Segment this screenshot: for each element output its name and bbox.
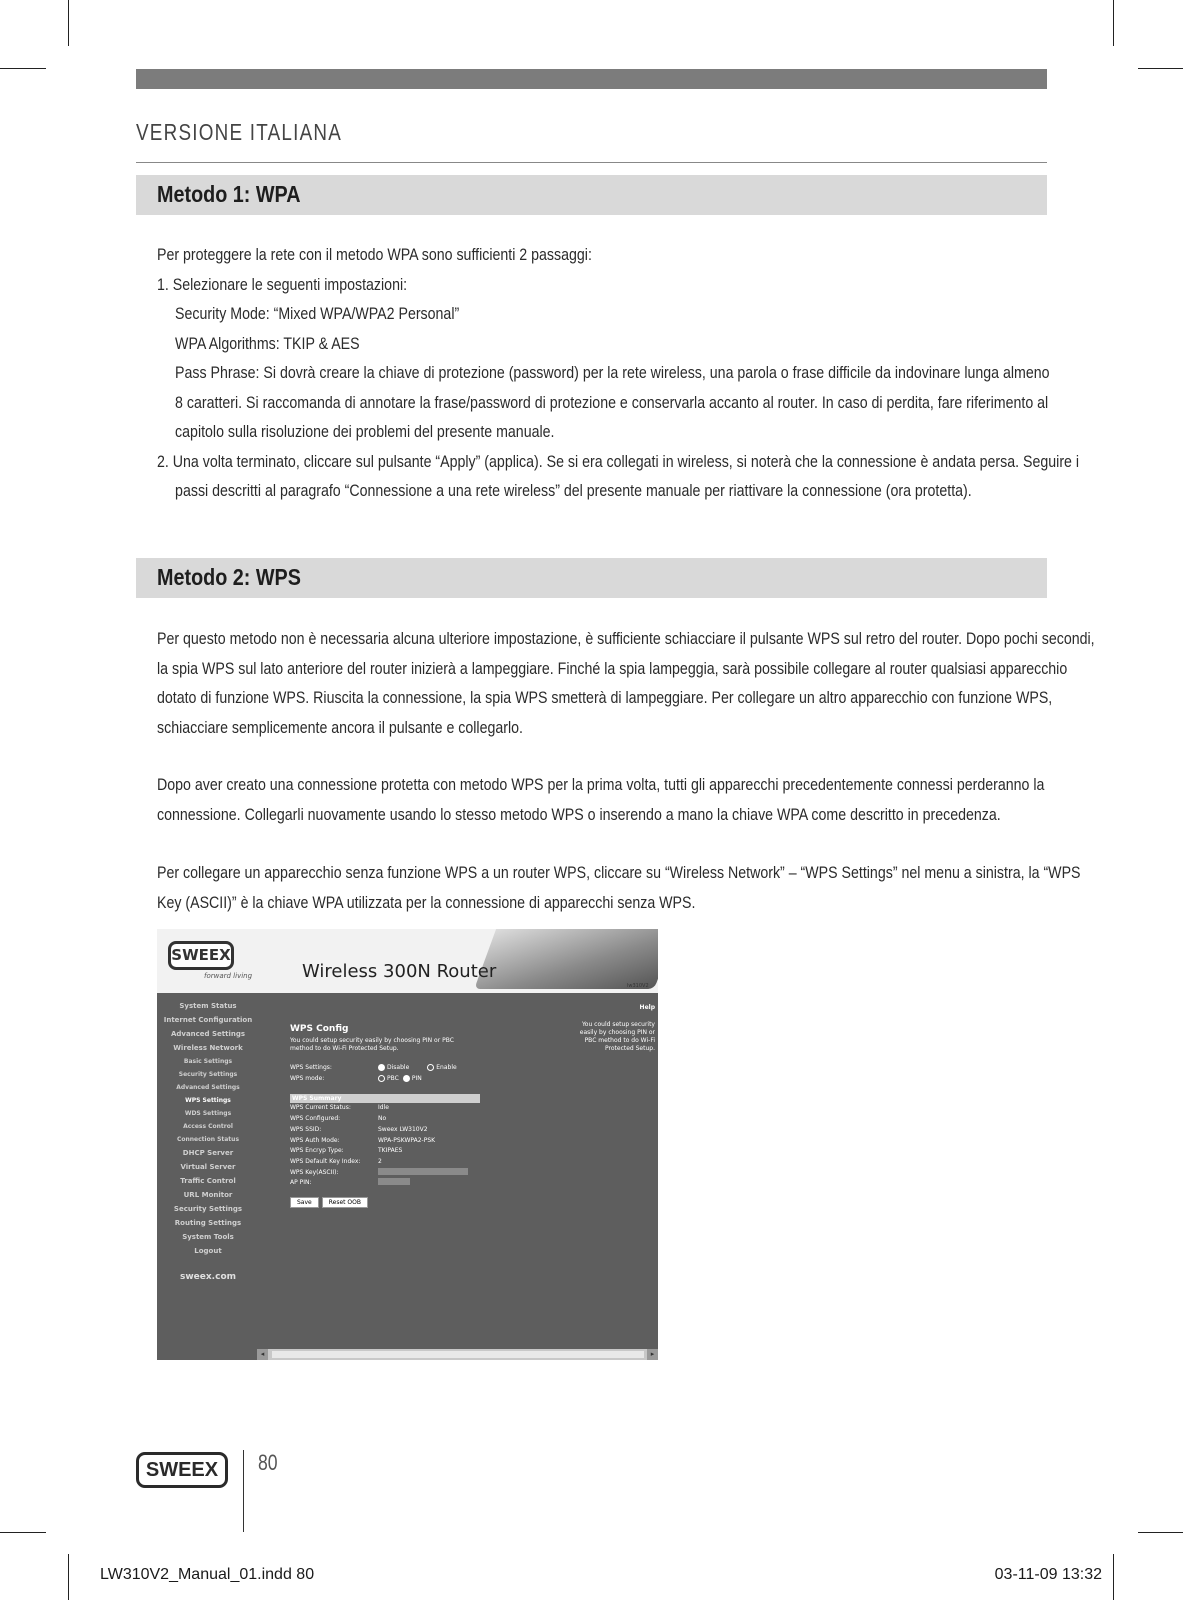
config-title: WPS Config	[290, 1024, 349, 1034]
text-line: Security Mode: “Mixed WPA/WPA2 Personal”	[175, 305, 460, 323]
summary-row	[290, 1146, 560, 1157]
summary-key: WPS SSID:	[290, 1125, 322, 1133]
crop-mark	[1113, 1554, 1114, 1600]
summary-key: WPS Encryp Type:	[290, 1147, 344, 1155]
summary-key: WPS Auth Mode:	[290, 1136, 340, 1144]
radio-disable[interactable]	[378, 1063, 409, 1074]
summary-row	[290, 1136, 560, 1147]
config-desc: You could setup security easily by choosing PIN or PBC method to do Wi-Fi Protected Setup.	[290, 1037, 454, 1052]
text-line: Per questo metodo non è necessaria alcuna ulteriore impostazione, è sufficiente schiacciare il pulsante WPS sul retro del router. Dopo pochi secondi,	[157, 630, 1095, 648]
summary-row	[290, 1125, 560, 1136]
text-line: capitolo sulla risoluzione dei problemi del presente manuale.	[175, 423, 555, 441]
nav-item[interactable]: Connection Status	[176, 1136, 240, 1143]
summary-value: Idle	[378, 1104, 389, 1112]
wps-config-panel	[290, 1024, 560, 1208]
help-text: You could setup security easily by choosing PIN or PBC method to do Wi-Fi Protected Setup.	[579, 1021, 655, 1052]
text-line: connessione. Collegarli nuovamente usando lo stesso metodo WPS o inserendo a mano la chiave WPA come descritto in precedenza.	[157, 805, 1001, 824]
print-datetime: 03-11-09 13:32	[994, 1566, 1102, 1583]
summary-table	[290, 1103, 560, 1167]
wps-key-label: WPS Key(ASCII):	[290, 1168, 339, 1176]
nav-item[interactable]: Basic Settings	[183, 1058, 233, 1065]
nav-item[interactable]: Security Settings	[173, 1205, 243, 1213]
text-line: Pass Phrase: Si dovrà creare la chiave di protezione (password) per la rete wireless, una parola o frase difficile da indovinare lunga almeno	[175, 364, 1050, 382]
crop-mark	[1138, 1532, 1183, 1533]
nav-item[interactable]: Routing Settings	[174, 1219, 242, 1227]
router-screenshot	[157, 929, 658, 1360]
text-line: dotato di funzione WPS. Riuscita la connessione, la spia WPS smetterà di lampeggiare. Per collegare un altro apparecchio con funzione WPS,	[157, 689, 1053, 707]
nav-item[interactable]: Internet Configuration	[163, 1016, 253, 1024]
tagline: forward living	[204, 972, 253, 980]
reset-oob-button[interactable]: Reset OOB	[322, 1197, 368, 1208]
summary-value: Sweex LW310V2	[378, 1125, 428, 1133]
help-panel	[567, 1004, 655, 1053]
scroll-left-icon[interactable]: ◂	[257, 1349, 268, 1360]
sweex-logo: SWEEX	[168, 941, 234, 970]
file-slug: LW310V2_Manual_01.indd 80	[100, 1566, 315, 1583]
radio-label: PBC	[387, 1074, 399, 1082]
nav-item[interactable]: Advanced Settings	[170, 1030, 246, 1038]
crop-mark	[1113, 0, 1114, 46]
text-line: 2. Una volta terminato, cliccare sul pulsante “Apply” (applica). Se si era collegati in wireless, si noterà che la connessione è andata persa. Seguire i	[157, 452, 1080, 471]
text-line: Dopo aver creato una connessione protetta con metodo WPS per la prima volta, tutti gli apparecchi precedentemente connessi perderanno la	[157, 776, 1045, 794]
crop-mark	[68, 0, 69, 46]
summary-key: WPS Configured:	[290, 1115, 341, 1123]
text-line: passi descritti al paragrafo “Connessione a una rete wireless” del presente manuale per riattivare la connessione (ora protetta).	[175, 482, 972, 500]
text-line: Key (ASCII)” è la chiave WPA utilizzata per la connessione di apparecchi senza WPS.	[157, 893, 696, 912]
summary-value: No	[378, 1115, 387, 1123]
section-wps-para3	[157, 859, 1081, 918]
site-link[interactable]: sweex.com	[180, 1272, 236, 1282]
help-title: Help	[639, 1004, 655, 1011]
summary-row	[290, 1114, 560, 1125]
nav-item[interactable]: System Tools	[182, 1233, 234, 1241]
nav-item[interactable]: Advanced Settings	[176, 1084, 240, 1091]
section-wpa-body	[157, 241, 1079, 507]
nav-item[interactable]: WDS Settings	[184, 1110, 232, 1117]
text-line: WPA Algorithms: TKIP & AES	[175, 334, 360, 353]
radio-label: Disable	[387, 1064, 410, 1071]
header-rule	[136, 162, 1047, 163]
radio-dot	[378, 1064, 385, 1071]
summary-title: WPS Summary	[290, 1094, 480, 1103]
language-heading: VERSIONE ITALIANA	[136, 119, 343, 145]
radio-label: Enable	[436, 1064, 457, 1071]
footer-separator	[243, 1450, 244, 1532]
text-line: 1. Selezionare le seguenti impostazioni:	[157, 275, 408, 294]
scrollbar-thumb[interactable]	[272, 1351, 644, 1358]
radio-pbc[interactable]	[378, 1074, 399, 1085]
nav-item[interactable]: DHCP Server	[182, 1149, 234, 1157]
crop-mark	[1138, 68, 1183, 69]
summary-value: 2	[378, 1157, 382, 1165]
radio-pin[interactable]	[403, 1074, 422, 1085]
crop-mark	[68, 1554, 69, 1600]
crop-mark	[0, 1532, 46, 1533]
crop-mark	[0, 68, 46, 69]
section-wps-para1	[157, 625, 1095, 743]
nav-item[interactable]: Access Control	[183, 1123, 233, 1130]
header-bar	[136, 69, 1047, 89]
router-header	[157, 929, 658, 993]
ap-pin-value	[378, 1178, 410, 1185]
nav-item[interactable]: WPS Settings	[185, 1097, 231, 1104]
router-image	[474, 929, 658, 989]
nav-item[interactable]: Virtual Server	[180, 1163, 236, 1171]
model-label: lw310V2	[627, 983, 649, 989]
section-wpa-title: Metodo 1: WPA	[157, 181, 301, 207]
horizontal-scrollbar[interactable]	[257, 1349, 658, 1360]
nav-item[interactable]: Traffic Control	[180, 1177, 236, 1185]
radio-enable[interactable]	[427, 1063, 456, 1074]
nav-item[interactable]: Security Settings	[178, 1071, 238, 1078]
nav-item[interactable]: System Status	[179, 1002, 237, 1010]
radio-label: PIN	[411, 1074, 422, 1082]
text-line: schiacciare semplicemente ancora il pulsante e collegarlo.	[157, 718, 523, 737]
section-wps-title: Metodo 2: WPS	[157, 564, 301, 590]
radio-dot	[378, 1075, 385, 1082]
section-wps-header	[136, 558, 1047, 598]
router-title: Wireless 300N Router	[302, 961, 497, 982]
nav-item[interactable]: Wireless Network	[173, 1044, 243, 1052]
wps-key-value	[378, 1168, 468, 1175]
radio-dot	[403, 1075, 410, 1082]
ap-pin-label: AP PIN:	[290, 1179, 312, 1187]
text-line: Per proteggere la rete con il metodo WPA sono sufficienti 2 passaggi:	[157, 246, 592, 264]
footer-sweex-logo: SWEEX	[136, 1452, 228, 1488]
summary-row	[290, 1103, 560, 1114]
summary-value: WPA-PSKWPA2-PSK	[378, 1136, 436, 1144]
text-line: 8 caratteri. Si raccomanda di annotare la frase/password di protezione e conservarla accanto al router. In caso di perdita, fare riferimento al	[175, 393, 1049, 412]
save-button[interactable]: Save	[290, 1197, 319, 1208]
wps-mode-label: WPS mode:	[290, 1074, 325, 1082]
page-number: 80	[258, 1450, 278, 1475]
text-line: Per collegare un apparecchio senza funzione WPS a un router WPS, cliccare su “Wireless Network” – “WPS Settings” nel menu a sinistra, la “WPS	[157, 864, 1081, 882]
scroll-right-icon[interactable]: ▸	[647, 1349, 658, 1360]
nav-item[interactable]: URL Monitor	[183, 1191, 233, 1199]
section-wps-para2	[157, 771, 1044, 830]
text-line: la spia WPS sul lato anteriore del router inizierà a lampeggiare. Finché la spia lampeggia, sarà possibile collegare al router qualsiasi apparecchio	[157, 659, 1068, 678]
radio-dot	[427, 1064, 434, 1071]
wps-settings-label: WPS Settings:	[290, 1064, 332, 1071]
section-wpa-header	[136, 175, 1047, 215]
summary-key: WPS Default Key Index:	[290, 1157, 361, 1165]
nav-item[interactable]: Logout	[194, 1247, 222, 1255]
summary-row	[290, 1157, 560, 1168]
summary-value: TKIPAES	[378, 1147, 403, 1155]
summary-key: WPS Current Status:	[290, 1104, 351, 1112]
router-nav	[157, 999, 259, 1284]
